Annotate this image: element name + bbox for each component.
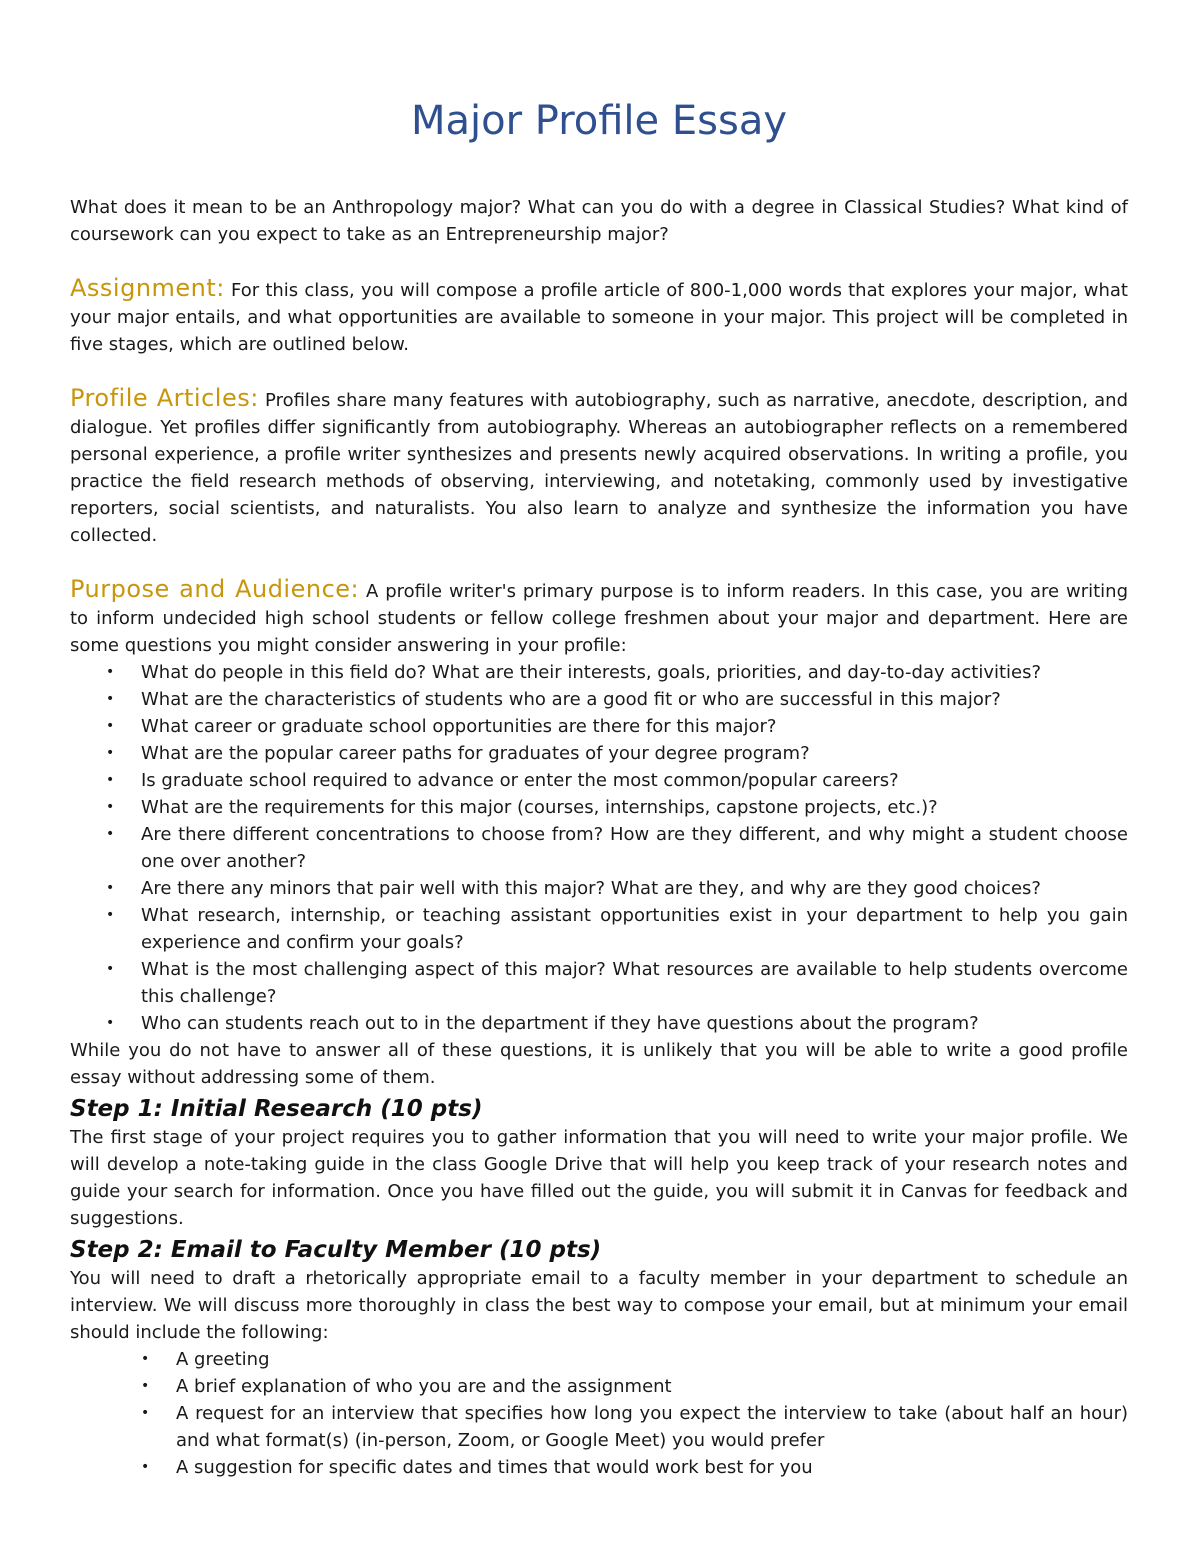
profile-articles-text: Profiles share many features with autobiography, such as narrative, anecdote, description, and dialogue. Yet profiles differ significantly from autobiography. Whereas an autobiographer reflects on a remembered personal experience, a profile writer synthesizes and presents newly acquired observations. In writing a profile, you practice the field research methods of observing, interviewing, and notetaking, commonly used by investigative reporters, social scientists, and naturalists. You also learn to analyze and synthesize the information you have collected.	[70, 390, 1128, 546]
bullet-icon: •	[106, 691, 115, 707]
document-page	[70, 92, 1128, 1481]
list-item: • What are the requirements for this major (courses, internships, capstone projects, etc.)?	[70, 794, 1128, 821]
list-item: • Are there different concentrations to choose from? How are they different, and why might a student choose one over another?	[70, 821, 1128, 875]
list-item: • A brief explanation of who you are and the assignment	[70, 1373, 1128, 1400]
bullet-icon: •	[106, 664, 115, 680]
list-item: • What are the characteristics of students who are a good fit or who are successful in this major?	[70, 686, 1128, 713]
bullet-icon: •	[106, 826, 115, 842]
bullet-icon: •	[106, 799, 115, 815]
purpose-heading: Purpose and Audience:	[70, 575, 360, 603]
list-item: • What are the popular career paths for graduates of your degree program?	[70, 740, 1128, 767]
purpose-paragraph	[70, 576, 1128, 659]
list-item: • What do people in this field do? What are their interests, goals, priorities, and day-to-day activities?	[70, 659, 1128, 686]
list-item: • A greeting	[70, 1346, 1128, 1373]
list-item: • Are there any minors that pair well with this major? What are they, and why are they good choices?	[70, 875, 1128, 902]
step2-heading: Step 2: Email to Faculty Member (10 pts)	[70, 1237, 602, 1263]
question-list	[70, 659, 1128, 1037]
bullet-icon: •	[141, 1405, 150, 1421]
bullet-icon: •	[106, 1015, 115, 1031]
bullet-icon: •	[106, 772, 115, 788]
assignment-heading: Assignment:	[70, 274, 225, 302]
step2-text: You will need to draft a rhetorically appropriate email to a faculty member in your department to schedule an interview. We will discuss more thoroughly in class the best way to compose your email, but at minimum your email should include the following:	[70, 1268, 1128, 1343]
list-item: • What is the most challenging aspect of this major? What resources are available to help students overcome this challenge?	[70, 956, 1128, 1010]
bullet-icon: •	[106, 907, 115, 923]
profile-articles-heading: Profile Articles:	[70, 384, 259, 412]
bullet-icon: •	[106, 880, 115, 896]
list-item: • Is graduate school required to advance or enter the most common/popular careers?	[70, 767, 1128, 794]
page-title: Major Profile Essay	[411, 98, 787, 144]
assignment-text: For this class, you will compose a profile article of 800-1,000 words that explores your major, what your major entails, and what opportunities are available to someone in your major. This project will be completed in five stages, which are outlined below.	[70, 280, 1128, 355]
bullet-icon: •	[141, 1459, 150, 1475]
list-item: • A suggestion for specific dates and times that would work best for you	[70, 1454, 1128, 1481]
list-item: • What research, internship, or teaching assistant opportunities exist in your department to help you gain experience and confirm your goals?	[70, 902, 1128, 956]
list-item: • What career or graduate school opportunities are there for this major?	[70, 713, 1128, 740]
bullet-icon: •	[106, 961, 115, 977]
bullet-icon: •	[106, 718, 115, 734]
bullet-icon: •	[141, 1378, 150, 1394]
assignment-paragraph	[70, 275, 1128, 358]
list-item: • A request for an interview that specifies how long you expect the interview to take (about half an hour) and what format(s) (in-person, Zoom, or Google Meet) you would prefer	[70, 1400, 1128, 1454]
step1-heading: Step 1: Initial Research (10 pts)	[70, 1096, 483, 1122]
purpose-text: A profile writer's primary purpose is to inform readers. In this case, you are writing to inform undecided high school students or fellow college freshmen about your major and department. Here are some questions you might consider answering in your profile:	[70, 581, 1128, 656]
bullet-icon: •	[141, 1351, 150, 1367]
intro-paragraph: What does it mean to be an Anthropology major? What can you do with a degree in Classical Studies? What kind of coursework can you expect to take as an Entrepreneurship major?	[70, 197, 1128, 245]
step1-text: The first stage of your project requires you to gather information that you will need to write your major profile. We will develop a note-taking guide in the class Google Drive that will help you keep track of your research notes and guide your search for information. Once you have filled out the guide, you will submit it in Canvas for feedback and suggestions.	[70, 1127, 1128, 1229]
profile-articles-paragraph	[70, 385, 1128, 549]
bullet-icon: •	[106, 745, 115, 761]
list-item: • Who can students reach out to in the department if they have questions about the program?	[70, 1010, 1128, 1037]
purpose-closing: While you do not have to answer all of these questions, it is unlikely that you will be able to write a good profile essay without addressing some of them.	[70, 1040, 1128, 1088]
email-requirements-list	[70, 1346, 1128, 1481]
